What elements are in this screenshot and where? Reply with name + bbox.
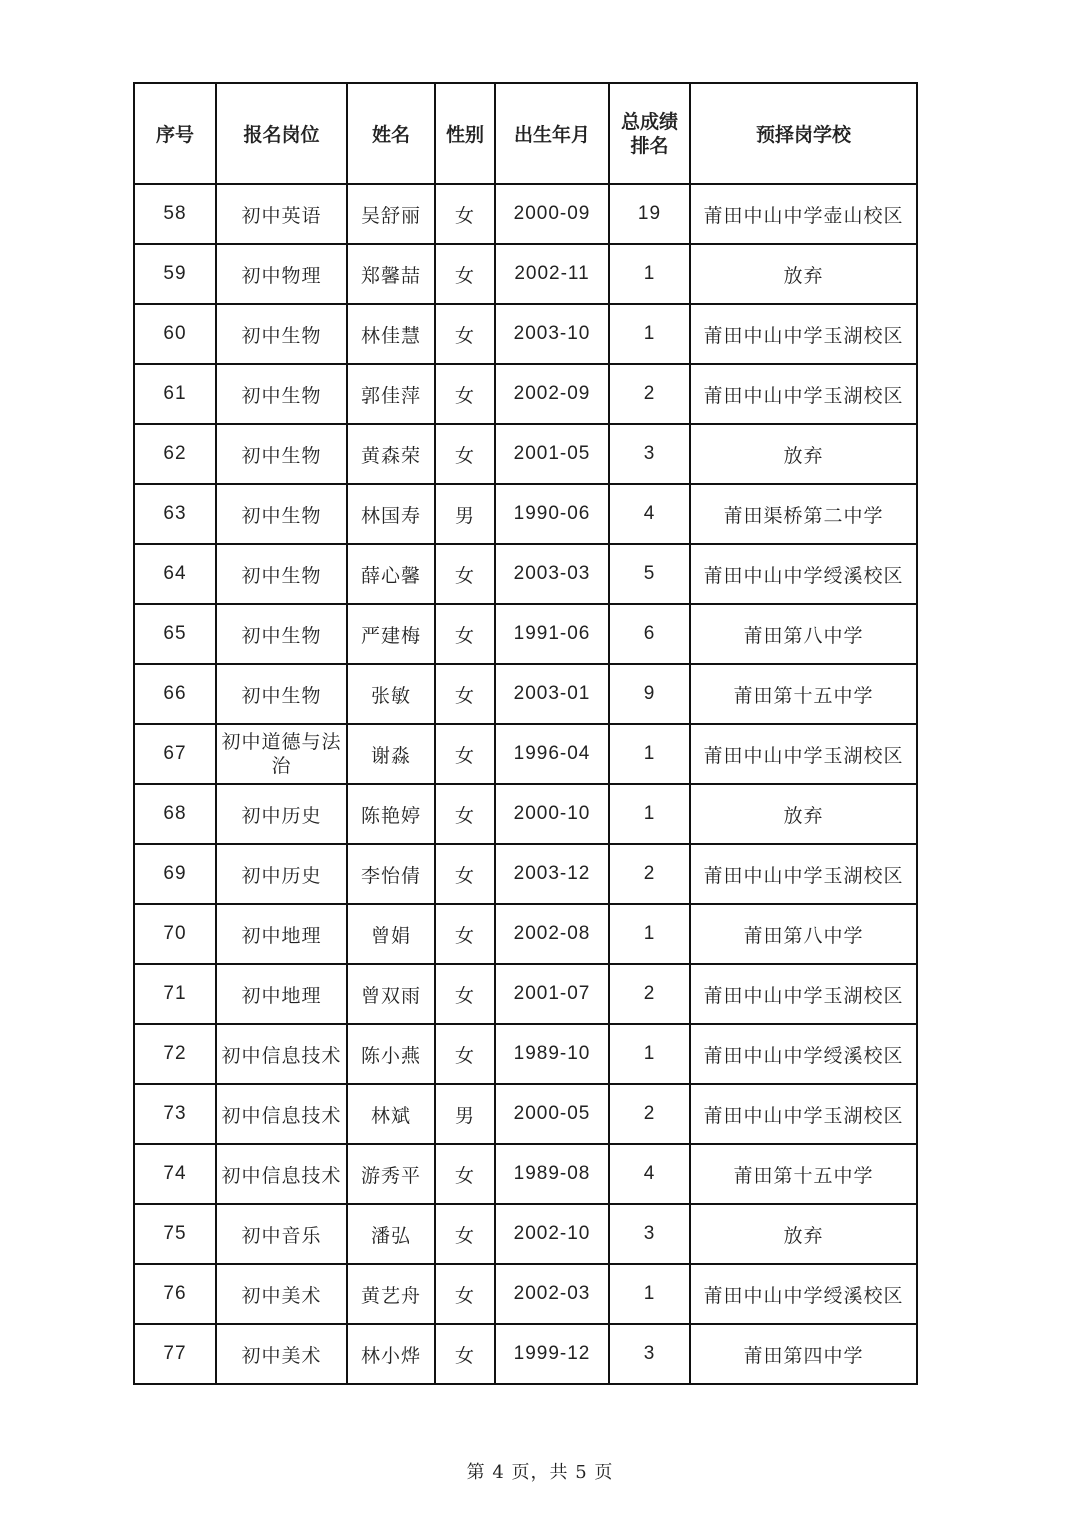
cell-school: 莆田中山中学玉湖校区 bbox=[690, 304, 917, 364]
cell-name: 曾娟 bbox=[347, 904, 435, 964]
cell-post: 初中道德与法治 bbox=[216, 724, 347, 784]
table-row bbox=[134, 1204, 917, 1264]
cell-birth: 1989-08 bbox=[495, 1144, 609, 1204]
cell-gender: 女 bbox=[435, 364, 495, 424]
cell-rank: 3 bbox=[609, 1324, 690, 1384]
header-row bbox=[134, 83, 917, 184]
cell-rank: 2 bbox=[609, 364, 690, 424]
header-birth: 出生年月 bbox=[495, 83, 609, 184]
cell-rank: 1 bbox=[609, 1024, 690, 1084]
table-row bbox=[134, 724, 917, 784]
cell-school: 放弃 bbox=[690, 1204, 917, 1264]
cell-index: 72 bbox=[134, 1024, 216, 1084]
cell-name: 黄艺舟 bbox=[347, 1264, 435, 1324]
cell-birth: 2003-03 bbox=[495, 544, 609, 604]
cell-index: 77 bbox=[134, 1324, 216, 1384]
cell-rank: 2 bbox=[609, 844, 690, 904]
cell-name: 林国寿 bbox=[347, 484, 435, 544]
cell-gender: 女 bbox=[435, 964, 495, 1024]
cell-name: 黄森荣 bbox=[347, 424, 435, 484]
cell-birth: 2001-07 bbox=[495, 964, 609, 1024]
cell-post: 初中历史 bbox=[216, 844, 347, 904]
cell-rank: 6 bbox=[609, 604, 690, 664]
table-row bbox=[134, 304, 917, 364]
table-row bbox=[134, 964, 917, 1024]
cell-post: 初中信息技术 bbox=[216, 1024, 347, 1084]
cell-name: 郑馨喆 bbox=[347, 244, 435, 304]
cell-post: 初中生物 bbox=[216, 424, 347, 484]
cell-birth: 1989-10 bbox=[495, 1024, 609, 1084]
cell-rank: 3 bbox=[609, 1204, 690, 1264]
header-rank-line1: 总成绩 bbox=[620, 110, 678, 133]
cell-school: 莆田中山中学绶溪校区 bbox=[690, 1264, 917, 1324]
cell-rank: 4 bbox=[609, 1144, 690, 1204]
cell-birth: 2003-10 bbox=[495, 304, 609, 364]
table-row bbox=[134, 1144, 917, 1204]
cell-index: 64 bbox=[134, 544, 216, 604]
cell-gender: 女 bbox=[435, 1264, 495, 1324]
cell-school: 莆田第八中学 bbox=[690, 904, 917, 964]
table-row bbox=[134, 604, 917, 664]
cell-rank: 1 bbox=[609, 904, 690, 964]
table-row bbox=[134, 244, 917, 304]
cell-birth: 2003-01 bbox=[495, 664, 609, 724]
table-row bbox=[134, 844, 917, 904]
cell-index: 73 bbox=[134, 1084, 216, 1144]
header-school: 预择岗学校 bbox=[690, 83, 917, 184]
cell-birth: 2002-09 bbox=[495, 364, 609, 424]
cell-gender: 男 bbox=[435, 1084, 495, 1144]
cell-gender: 女 bbox=[435, 664, 495, 724]
cell-gender: 女 bbox=[435, 244, 495, 304]
cell-post: 初中生物 bbox=[216, 304, 347, 364]
table-row bbox=[134, 1264, 917, 1324]
header-name: 姓名 bbox=[347, 83, 435, 184]
cell-name: 李怡倩 bbox=[347, 844, 435, 904]
cell-post: 初中历史 bbox=[216, 784, 347, 844]
cell-post: 初中英语 bbox=[216, 184, 347, 244]
cell-index: 62 bbox=[134, 424, 216, 484]
header-rank-line2: 排名 bbox=[630, 134, 669, 157]
cell-name: 谢淼 bbox=[347, 724, 435, 784]
cell-gender: 女 bbox=[435, 1204, 495, 1264]
cell-post: 初中地理 bbox=[216, 964, 347, 1024]
cell-post: 初中生物 bbox=[216, 544, 347, 604]
cell-index: 66 bbox=[134, 664, 216, 724]
cell-birth: 2002-03 bbox=[495, 1264, 609, 1324]
cell-gender: 女 bbox=[435, 604, 495, 664]
cell-birth: 2002-10 bbox=[495, 1204, 609, 1264]
cell-name: 林佳慧 bbox=[347, 304, 435, 364]
cell-index: 61 bbox=[134, 364, 216, 424]
cell-birth: 1999-12 bbox=[495, 1324, 609, 1384]
cell-name: 林斌 bbox=[347, 1084, 435, 1144]
cell-post: 初中信息技术 bbox=[216, 1144, 347, 1204]
cell-gender: 女 bbox=[435, 844, 495, 904]
header-index: 序号 bbox=[134, 83, 216, 184]
cell-post: 初中生物 bbox=[216, 484, 347, 544]
cell-index: 75 bbox=[134, 1204, 216, 1264]
cell-rank: 2 bbox=[609, 964, 690, 1024]
cell-post: 初中生物 bbox=[216, 364, 347, 424]
cell-school: 莆田第十五中学 bbox=[690, 1144, 917, 1204]
cell-post: 初中地理 bbox=[216, 904, 347, 964]
cell-gender: 女 bbox=[435, 1024, 495, 1084]
cell-gender: 女 bbox=[435, 304, 495, 364]
cell-gender: 女 bbox=[435, 904, 495, 964]
cell-index: 60 bbox=[134, 304, 216, 364]
table-row bbox=[134, 544, 917, 604]
cell-school: 放弃 bbox=[690, 244, 917, 304]
cell-birth: 2003-12 bbox=[495, 844, 609, 904]
cell-gender: 女 bbox=[435, 1324, 495, 1384]
table-header bbox=[134, 83, 917, 184]
cell-index: 74 bbox=[134, 1144, 216, 1204]
cell-birth: 2002-11 bbox=[495, 244, 609, 304]
cell-school: 莆田第四中学 bbox=[690, 1324, 917, 1384]
cell-index: 68 bbox=[134, 784, 216, 844]
cell-index: 65 bbox=[134, 604, 216, 664]
cell-index: 58 bbox=[134, 184, 216, 244]
cell-rank: 1 bbox=[609, 724, 690, 784]
candidate-table bbox=[133, 82, 918, 1385]
table-row bbox=[134, 664, 917, 724]
cell-birth: 2000-09 bbox=[495, 184, 609, 244]
table-row bbox=[134, 1084, 917, 1144]
cell-rank: 5 bbox=[609, 544, 690, 604]
cell-post: 初中美术 bbox=[216, 1264, 347, 1324]
cell-name: 林小烨 bbox=[347, 1324, 435, 1384]
table-row bbox=[134, 784, 917, 844]
table-body bbox=[134, 184, 917, 1384]
cell-school: 放弃 bbox=[690, 784, 917, 844]
cell-birth: 1991-06 bbox=[495, 604, 609, 664]
cell-gender: 女 bbox=[435, 184, 495, 244]
header-post: 报名岗位 bbox=[216, 83, 347, 184]
cell-index: 67 bbox=[134, 724, 216, 784]
cell-name: 郭佳萍 bbox=[347, 364, 435, 424]
cell-rank: 1 bbox=[609, 784, 690, 844]
cell-rank: 4 bbox=[609, 484, 690, 544]
cell-rank: 3 bbox=[609, 424, 690, 484]
cell-rank: 1 bbox=[609, 1264, 690, 1324]
cell-gender: 女 bbox=[435, 544, 495, 604]
cell-index: 63 bbox=[134, 484, 216, 544]
cell-birth: 2002-08 bbox=[495, 904, 609, 964]
cell-name: 曾双雨 bbox=[347, 964, 435, 1024]
table-row bbox=[134, 424, 917, 484]
cell-name: 潘弘 bbox=[347, 1204, 435, 1264]
table-row bbox=[134, 904, 917, 964]
header-gender: 性别 bbox=[435, 83, 495, 184]
cell-gender: 男 bbox=[435, 484, 495, 544]
cell-name: 薛心馨 bbox=[347, 544, 435, 604]
cell-school: 放弃 bbox=[690, 424, 917, 484]
cell-index: 71 bbox=[134, 964, 216, 1024]
cell-post: 初中生物 bbox=[216, 604, 347, 664]
cell-school: 莆田第十五中学 bbox=[690, 664, 917, 724]
cell-name: 陈艳婷 bbox=[347, 784, 435, 844]
cell-school: 莆田中山中学玉湖校区 bbox=[690, 364, 917, 424]
table-row bbox=[134, 1024, 917, 1084]
cell-rank: 2 bbox=[609, 1084, 690, 1144]
cell-rank: 19 bbox=[609, 184, 690, 244]
cell-school: 莆田中山中学玉湖校区 bbox=[690, 1084, 917, 1144]
cell-rank: 1 bbox=[609, 244, 690, 304]
table-row bbox=[134, 484, 917, 544]
header-rank bbox=[609, 83, 690, 184]
table-row bbox=[134, 364, 917, 424]
cell-rank: 1 bbox=[609, 304, 690, 364]
cell-post: 初中美术 bbox=[216, 1324, 347, 1384]
cell-post: 初中物理 bbox=[216, 244, 347, 304]
cell-name: 张敏 bbox=[347, 664, 435, 724]
cell-gender: 女 bbox=[435, 724, 495, 784]
table-row bbox=[134, 1324, 917, 1384]
cell-birth: 2001-05 bbox=[495, 424, 609, 484]
cell-rank: 9 bbox=[609, 664, 690, 724]
cell-index: 69 bbox=[134, 844, 216, 904]
table-row bbox=[134, 184, 917, 244]
cell-school: 莆田第八中学 bbox=[690, 604, 917, 664]
cell-birth: 1996-04 bbox=[495, 724, 609, 784]
cell-post: 初中生物 bbox=[216, 664, 347, 724]
cell-school: 莆田中山中学绶溪校区 bbox=[690, 1024, 917, 1084]
cell-gender: 女 bbox=[435, 784, 495, 844]
cell-name: 陈小燕 bbox=[347, 1024, 435, 1084]
cell-gender: 女 bbox=[435, 424, 495, 484]
page-number: 第 4 页，共 5 页 bbox=[466, 1462, 614, 1483]
cell-school: 莆田中山中学绶溪校区 bbox=[690, 544, 917, 604]
cell-index: 59 bbox=[134, 244, 216, 304]
cell-birth: 2000-10 bbox=[495, 784, 609, 844]
cell-index: 76 bbox=[134, 1264, 216, 1324]
cell-post: 初中音乐 bbox=[216, 1204, 347, 1264]
cell-school: 莆田渠桥第二中学 bbox=[690, 484, 917, 544]
cell-birth: 1990-06 bbox=[495, 484, 609, 544]
cell-school: 莆田中山中学玉湖校区 bbox=[690, 724, 917, 784]
cell-name: 游秀平 bbox=[347, 1144, 435, 1204]
cell-school: 莆田中山中学壶山校区 bbox=[690, 184, 917, 244]
cell-post: 初中信息技术 bbox=[216, 1084, 347, 1144]
cell-gender: 女 bbox=[435, 1144, 495, 1204]
cell-name: 吴舒丽 bbox=[347, 184, 435, 244]
cell-index: 70 bbox=[134, 904, 216, 964]
cell-name: 严建梅 bbox=[347, 604, 435, 664]
cell-birth: 2000-05 bbox=[495, 1084, 609, 1144]
cell-school: 莆田中山中学玉湖校区 bbox=[690, 844, 917, 904]
cell-school: 莆田中山中学玉湖校区 bbox=[690, 964, 917, 1024]
